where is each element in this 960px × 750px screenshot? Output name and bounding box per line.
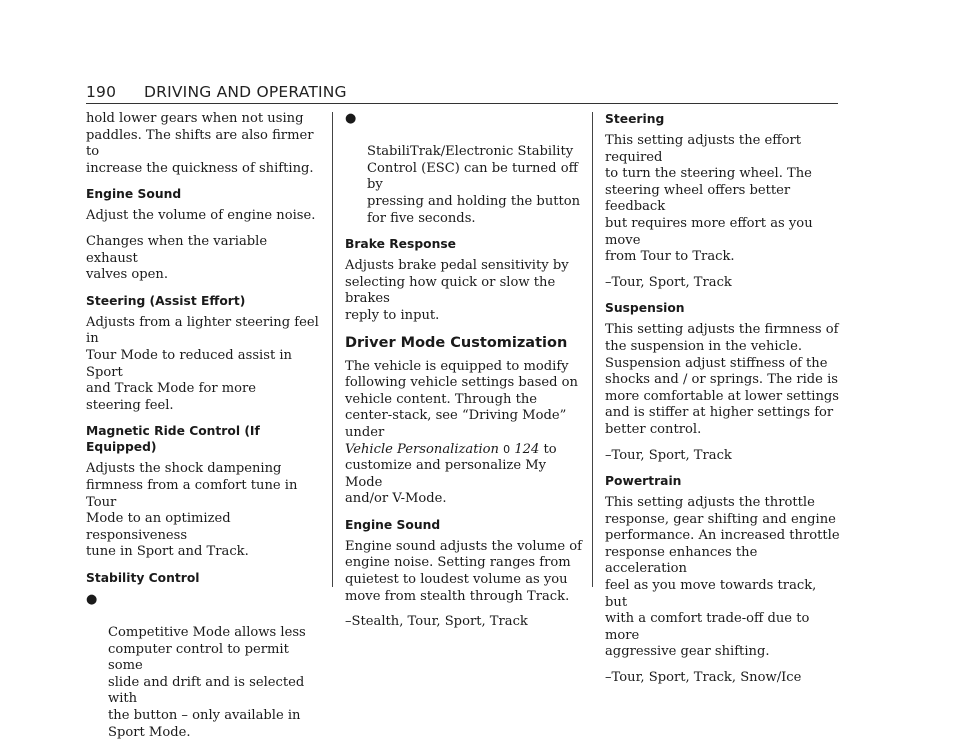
engine-sound-paragraph-2: Changes when the variable exhaust valves open. xyxy=(86,233,268,283)
heading-steering: Steering xyxy=(605,112,665,126)
customization-text-b: to customize and personalize My Mode and/or V-Mode. xyxy=(345,441,557,507)
cross-reference-title[interactable]: Vehicle Personalization xyxy=(345,441,499,457)
suspension-modes: –Tour, Sport, Track xyxy=(605,447,732,463)
heading-magnetic-ride: Magnetic Ride Control (If Equipped) xyxy=(86,424,260,455)
powertrain-paragraph: This setting adjusts the throttle response, gear shifting and engine performance. An increased throttle response enhances the acceleration feel as you move towards track, but with a comfort trade-off due to more aggressive gear shifting. xyxy=(605,495,840,660)
heading-driver-mode-customization: Driver Mode Customization xyxy=(345,334,568,351)
page-reference-icon: 0 xyxy=(503,442,511,456)
steering-modes: –Tour, Sport, Track xyxy=(605,274,732,290)
customization-text-a: The vehicle is equipped to modify following vehicle settings based on vehicle content. Through the center-stack, see “Driving Mode” under xyxy=(345,358,578,440)
column-divider-2 xyxy=(592,112,593,587)
column-3 xyxy=(605,111,841,696)
column-1 xyxy=(86,111,322,750)
magnetic-ride-paragraph: Adjusts the shock dampening firmness from a comfort tune in Tour Mode to an optimized responsiveness tune in Sport and Track. xyxy=(86,461,298,560)
steering-assist-paragraph: Adjusts from a lighter steering feel in Tour Mode to reduced assist in Sport and Track Mode for more steering feel. xyxy=(86,314,319,413)
header-rule xyxy=(86,103,838,104)
heading-engine-sound: Engine Sound xyxy=(86,187,182,202)
engine-sound-paragraph-1: Adjust the volume of engine noise. xyxy=(86,208,316,224)
heading-brake-response: Brake Response xyxy=(345,237,456,252)
customization-paragraph xyxy=(345,359,585,508)
suspension-paragraph: This setting adjusts the firmness of the suspension in the vehicle. Suspension adjust stiffness of the shocks and / or springs. The ride is more comfortable at lower settings and is stiffer at higher settings for better control. xyxy=(605,322,840,437)
page-number: 190 xyxy=(86,83,117,101)
cross-reference-page[interactable]: 124 xyxy=(514,441,540,457)
bullet-item-stabilitrak xyxy=(345,111,585,227)
section-title: DRIVING AND OPERATING xyxy=(144,83,347,101)
bullet-item-competitive-mode xyxy=(86,592,322,741)
steering-paragraph: This setting adjusts the effort required to turn the steering wheel. The steering wheel offers better feedback but requires more effort as you move from Tour to Track. xyxy=(605,133,813,265)
engine-sound-modes: –Stealth, Tour, Sport, Track xyxy=(345,614,528,630)
heading-suspension: Suspension xyxy=(605,301,685,316)
heading-steering-assist: Steering (Assist Effort) xyxy=(86,293,246,308)
powertrain-modes: –Tour, Sport, Track, Snow/Ice xyxy=(605,670,802,686)
heading-powertrain: Powertrain xyxy=(605,474,682,489)
bullet-text: StabiliTrak/Electronic Stability Control (ESC) can be turned off by pressing and holding the button for five seconds. xyxy=(367,144,581,226)
page-header xyxy=(86,83,838,103)
column-divider-1 xyxy=(332,112,333,587)
bullet-icon: ● xyxy=(345,111,357,126)
brake-response-paragraph: Adjusts brake pedal sensitivity by selecting how quick or slow the brakes reply to input. xyxy=(345,258,569,323)
engine-sound-paragraph-3: Engine sound adjusts the volume of engine noise. Setting ranges from quietest to loudest volume as you move from stealth through Track. xyxy=(345,538,583,604)
column-2 xyxy=(345,111,585,640)
bullet-text: Competitive Mode allows less computer control to permit some slide and drift and is selected with the button – only available in Sport Mode. xyxy=(108,625,306,740)
heading-stability-control: Stability Control xyxy=(86,570,200,585)
bullet-icon: ● xyxy=(86,591,98,607)
intro-paragraph: hold lower gears when not using paddles. The shifts are also firmer to increase the quickness of shifting. xyxy=(86,111,314,176)
heading-engine-sound-2: Engine Sound xyxy=(345,517,441,532)
